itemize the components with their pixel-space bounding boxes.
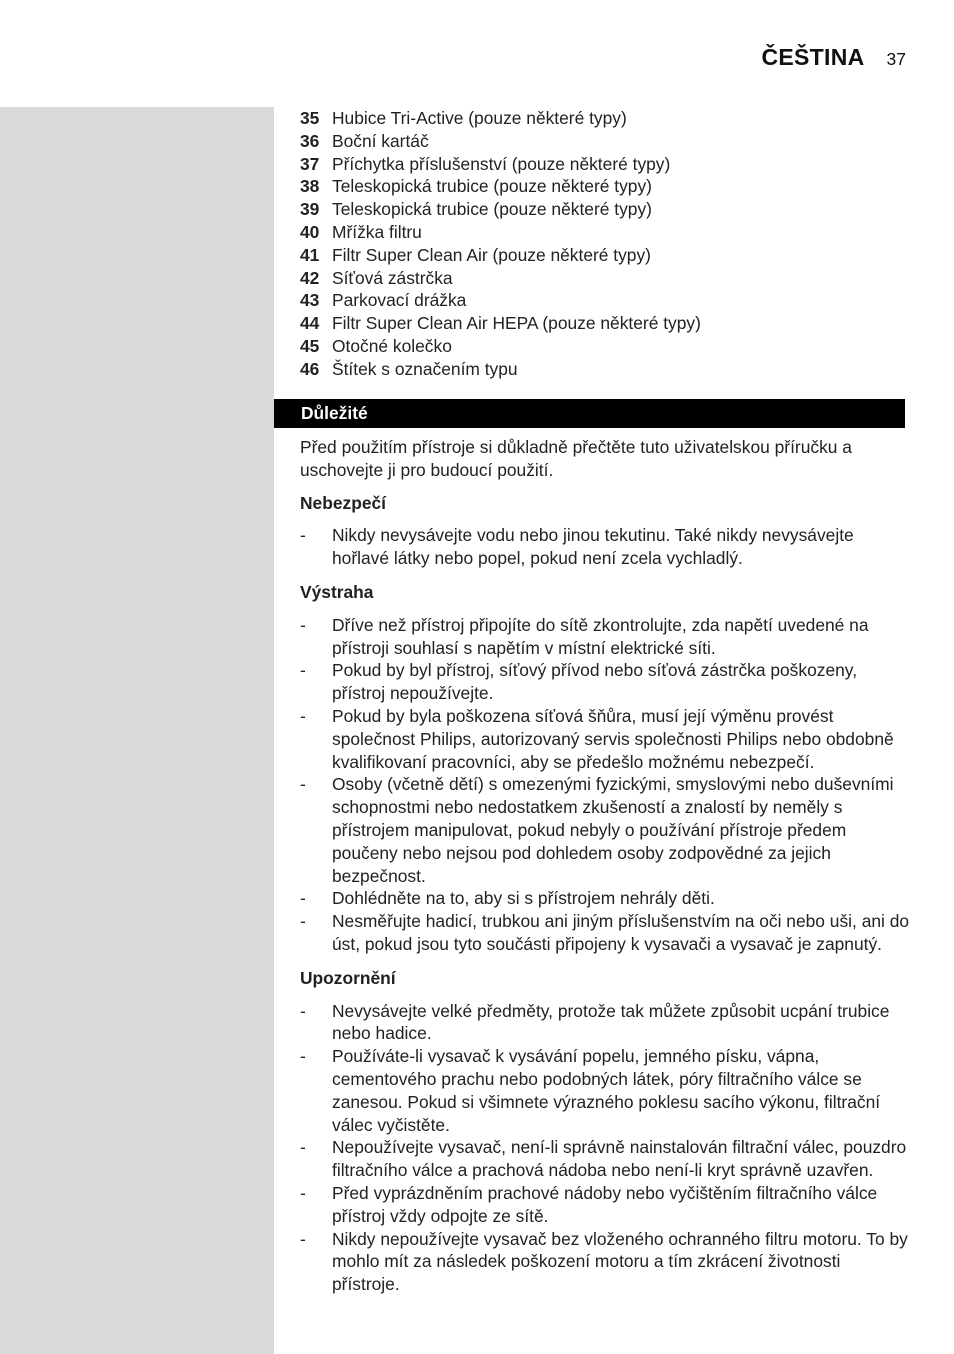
bullet-text: Dříve než přístroj připojíte do sítě zkontrolujte, zda napětí uvedené na přístroji souhlasí s napětím v místní elektrické síti.: [332, 614, 869, 658]
section-title: Důležité: [301, 403, 368, 423]
bullet-text: Nepoužívejte vysavač, není-li správně nainstalován filtrační válec, pouzdro filtračního válce a prachová nádoba nebo není-li kryt správně uzavřen.: [332, 1137, 907, 1181]
part-label: Teleskopická trubice (pouze některé typy): [332, 199, 652, 220]
bullet-text: Používáte-li vysavač k vysávání popelu, jemného písku, vápna, cementového prachu nebo podobných látek, póry filtračního válce se zanesou. Pokud si všimnete výrazného poklesu sacího výkonu, filtrační válec vyčistěte.: [332, 1046, 881, 1135]
part-item: [300, 153, 910, 176]
part-number: 38: [300, 176, 320, 197]
bullet-item: [300, 1228, 910, 1296]
bullet-dash: -: [300, 705, 306, 726]
page-header: [761, 44, 906, 71]
part-label: Síťová zástrčka: [332, 267, 453, 288]
part-number: 42: [300, 267, 320, 288]
caution-heading: Upozornění: [300, 967, 396, 988]
bullet-item: [300, 1045, 910, 1136]
part-number: 39: [300, 199, 320, 220]
part-label: Mřížka filtru: [332, 221, 422, 242]
part-item: [300, 175, 910, 198]
part-label: Hubice Tri-Active (pouze některé typy): [332, 108, 627, 128]
page-number: 37: [886, 49, 906, 69]
section-bar: [274, 399, 905, 428]
intro-paragraph: Před použitím přístroje si důkladně přečtěte tuto uživatelskou příručku a uschovejte ji pro budoucí použití.: [300, 437, 852, 480]
part-item: [300, 130, 910, 153]
grey-sidebar: [0, 107, 274, 1354]
part-label: Parkovací drážka: [332, 290, 467, 311]
bullet-item: [300, 910, 910, 956]
part-number: 35: [300, 108, 320, 128]
bullet-text: Pokud by byla poškozena síťová šňůra, musí její výměnu provést společnost Philips, autorizovaný servis společnosti Philips nebo obdobně kvalifikovaní pracovníci, aby se předešlo možnému nebezpečí.: [332, 705, 894, 772]
bullet-item: [300, 887, 910, 910]
part-item: [300, 107, 910, 130]
part-number: 40: [300, 221, 320, 242]
bullet-item: [300, 1182, 910, 1228]
bullet-dash: -: [300, 1046, 306, 1067]
part-item: [300, 198, 910, 221]
bullet-dash: -: [300, 774, 306, 795]
caution-list: [300, 1000, 910, 1296]
language-title: ČEŠTINA: [761, 44, 865, 70]
part-label: Filtr Super Clean Air HEPA (pouze některé typy): [332, 313, 701, 334]
bullet-dash: -: [300, 525, 306, 546]
part-number: 46: [300, 358, 320, 379]
part-number: 44: [300, 313, 320, 334]
important-section: [300, 436, 910, 1307]
bullet-dash: -: [300, 1137, 306, 1158]
bullet-text: Nesměřujte hadicí, trubkou ani jiným příslušenstvím na oči nebo uši, ani do úst, pokud jsou tyto součásti připojeny k vysavači a vysavač je zapnutý.: [332, 911, 910, 954]
bullet-dash: -: [300, 1228, 306, 1249]
bullet-text: Nevysávejte velké předměty, protože tak můžete způsobit ucpání trubice nebo hadice.: [332, 1000, 890, 1044]
bullet-item: [300, 705, 910, 773]
part-item: [300, 312, 910, 335]
part-item: [300, 358, 910, 381]
bullet-item: [300, 1000, 910, 1046]
warning-heading: Výstraha: [300, 581, 374, 602]
bullet-text: Pokud by byl přístroj, síťový přívod nebo síťová zástrčka poškozeny, přístroj nepoužívejte.: [332, 660, 858, 704]
part-item: [300, 289, 910, 312]
bullet-text: Dohlédněte na to, aby si s přístrojem nehrály děti.: [332, 888, 715, 909]
part-item: [300, 244, 910, 267]
part-number: 36: [300, 130, 320, 151]
bullet-dash: -: [300, 1182, 306, 1203]
part-number: 37: [300, 153, 320, 174]
part-label: Příchytka příslušenství (pouze některé typy): [332, 153, 671, 174]
part-label: Štítek s označením typu: [332, 358, 518, 379]
danger-list: [300, 524, 910, 570]
bullet-item: [300, 614, 910, 660]
part-number: 43: [300, 290, 320, 311]
bullet-item: [300, 773, 910, 887]
part-label: Otočné kolečko: [332, 335, 452, 356]
part-number: 41: [300, 244, 320, 265]
bullet-text: Nikdy nepoužívejte vysavač bez vloženého ochranného filtru motoru. To by mohlo mít za následek poškození motoru a tím zkrácení životnosti přístroje.: [332, 1228, 908, 1295]
part-number: 45: [300, 335, 320, 356]
part-item: [300, 267, 910, 290]
part-label: Filtr Super Clean Air (pouze některé typy): [332, 244, 651, 265]
bullet-text: Nikdy nevysávejte vodu nebo jinou tekutinu. Také nikdy nevysávejte hořlavé látky nebo popel, pokud není zcela vychladlý.: [332, 525, 854, 569]
parts-list-block: [300, 107, 910, 381]
part-label: Teleskopická trubice (pouze některé typy): [332, 176, 652, 197]
bullet-item: [300, 524, 910, 570]
part-item: [300, 221, 910, 244]
bullet-dash: -: [300, 888, 306, 909]
bullet-dash: -: [300, 911, 306, 932]
bullet-text: Před vyprázdněním prachové nádoby nebo vyčištěním filtračního válce přístroj vždy odpojte ze sítě.: [332, 1182, 878, 1226]
part-item: [300, 335, 910, 358]
bullet-text: Osoby (včetně dětí) s omezenými fyzickými, smyslovými nebo duševními schopnostmi nebo nedostatkem zkušeností a znalostí by neměly s přístrojem manipulovat, pokud nebyly o používání přístroje předem poučeny nebo nejsou pod dohledem osoby zodpovědné za jejich bezpečnost.: [332, 774, 894, 886]
bullet-dash: -: [300, 1000, 306, 1021]
part-label: Boční kartáč: [332, 130, 429, 151]
parts-list: [300, 107, 910, 381]
bullet-item: [300, 1136, 910, 1182]
danger-heading: Nebezpečí: [300, 492, 387, 513]
bullet-dash: -: [300, 660, 306, 681]
bullet-dash: -: [300, 614, 306, 635]
warning-list: [300, 614, 910, 956]
bullet-item: [300, 659, 910, 705]
